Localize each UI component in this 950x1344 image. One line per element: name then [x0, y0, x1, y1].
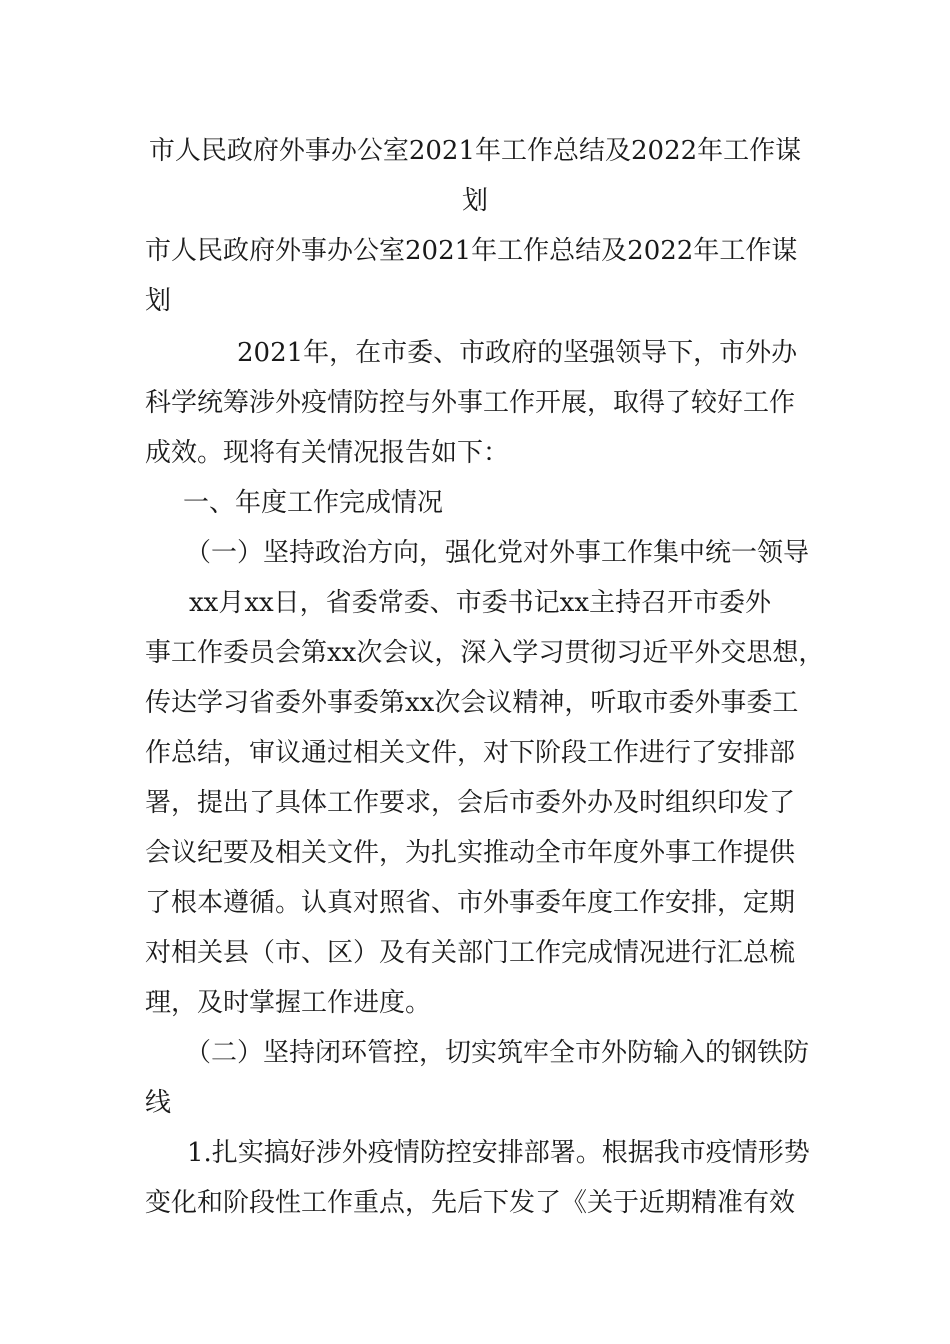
body-line-8: xx月xx日，省委常委、市委书记xx主持召开市委外: [189, 588, 771, 618]
subsection-heading-1: （一）坚持政治方向，强化党对外事工作集中统一领导: [185, 538, 810, 568]
body-line-9: 事工作委员会第xx次会议，深入学习贯彻习近平外交思想，: [145, 638, 825, 668]
body-line-16: 理，及时掌握工作进度。: [145, 988, 432, 1018]
body-line-12: 署，提出了具体工作要求，会后市委外办及时组织印发了: [145, 788, 796, 818]
body-line-3: 2021年，在市委、市政府的坚强领导下，市外办: [237, 338, 798, 368]
body-line-2: 划: [145, 286, 172, 316]
body-line-13: 会议纪要及相关文件，为扎实推动全市年度外事工作提供: [145, 838, 796, 868]
body-line-10: 传达学习省委外事委第xx次会议精神，听取市委外事委工: [145, 688, 799, 718]
body-line-15: 对相关县（市、区）及有关部门工作完成情况进行汇总梳: [145, 938, 796, 968]
subsection-heading-2: （二）坚持闭环管控，切实筑牢全市外防输入的钢铁防: [185, 1038, 810, 1068]
body-line-14: 了根本遵循。认真对照省、市外事委年度工作安排，定期: [145, 888, 796, 918]
body-line-20: 变化和阶段性工作重点，先后下发了《关于近期精准有效: [145, 1188, 796, 1218]
document-title-line-2: 划: [461, 186, 488, 216]
section-heading-1: 一、年度工作完成情况: [183, 488, 444, 518]
body-line-18: 线: [145, 1088, 172, 1118]
body-line-1: 市人民政府外事办公室2021年工作总结及2022年工作谋: [145, 236, 798, 266]
document-title-line-1: 市人民政府外事办公室2021年工作总结及2022年工作谋: [148, 136, 802, 166]
body-line-19: 1.扎实搞好涉外疫情防控安排部署。根据我市疫情形势: [187, 1138, 810, 1168]
body-line-11: 作总结，审议通过相关文件，对下阶段工作进行了安排部: [145, 738, 796, 768]
body-line-5: 成效。现将有关情况报告如下：: [145, 438, 510, 468]
body-line-4: 科学统筹涉外疫情防控与外事工作开展，取得了较好工作: [145, 388, 796, 418]
